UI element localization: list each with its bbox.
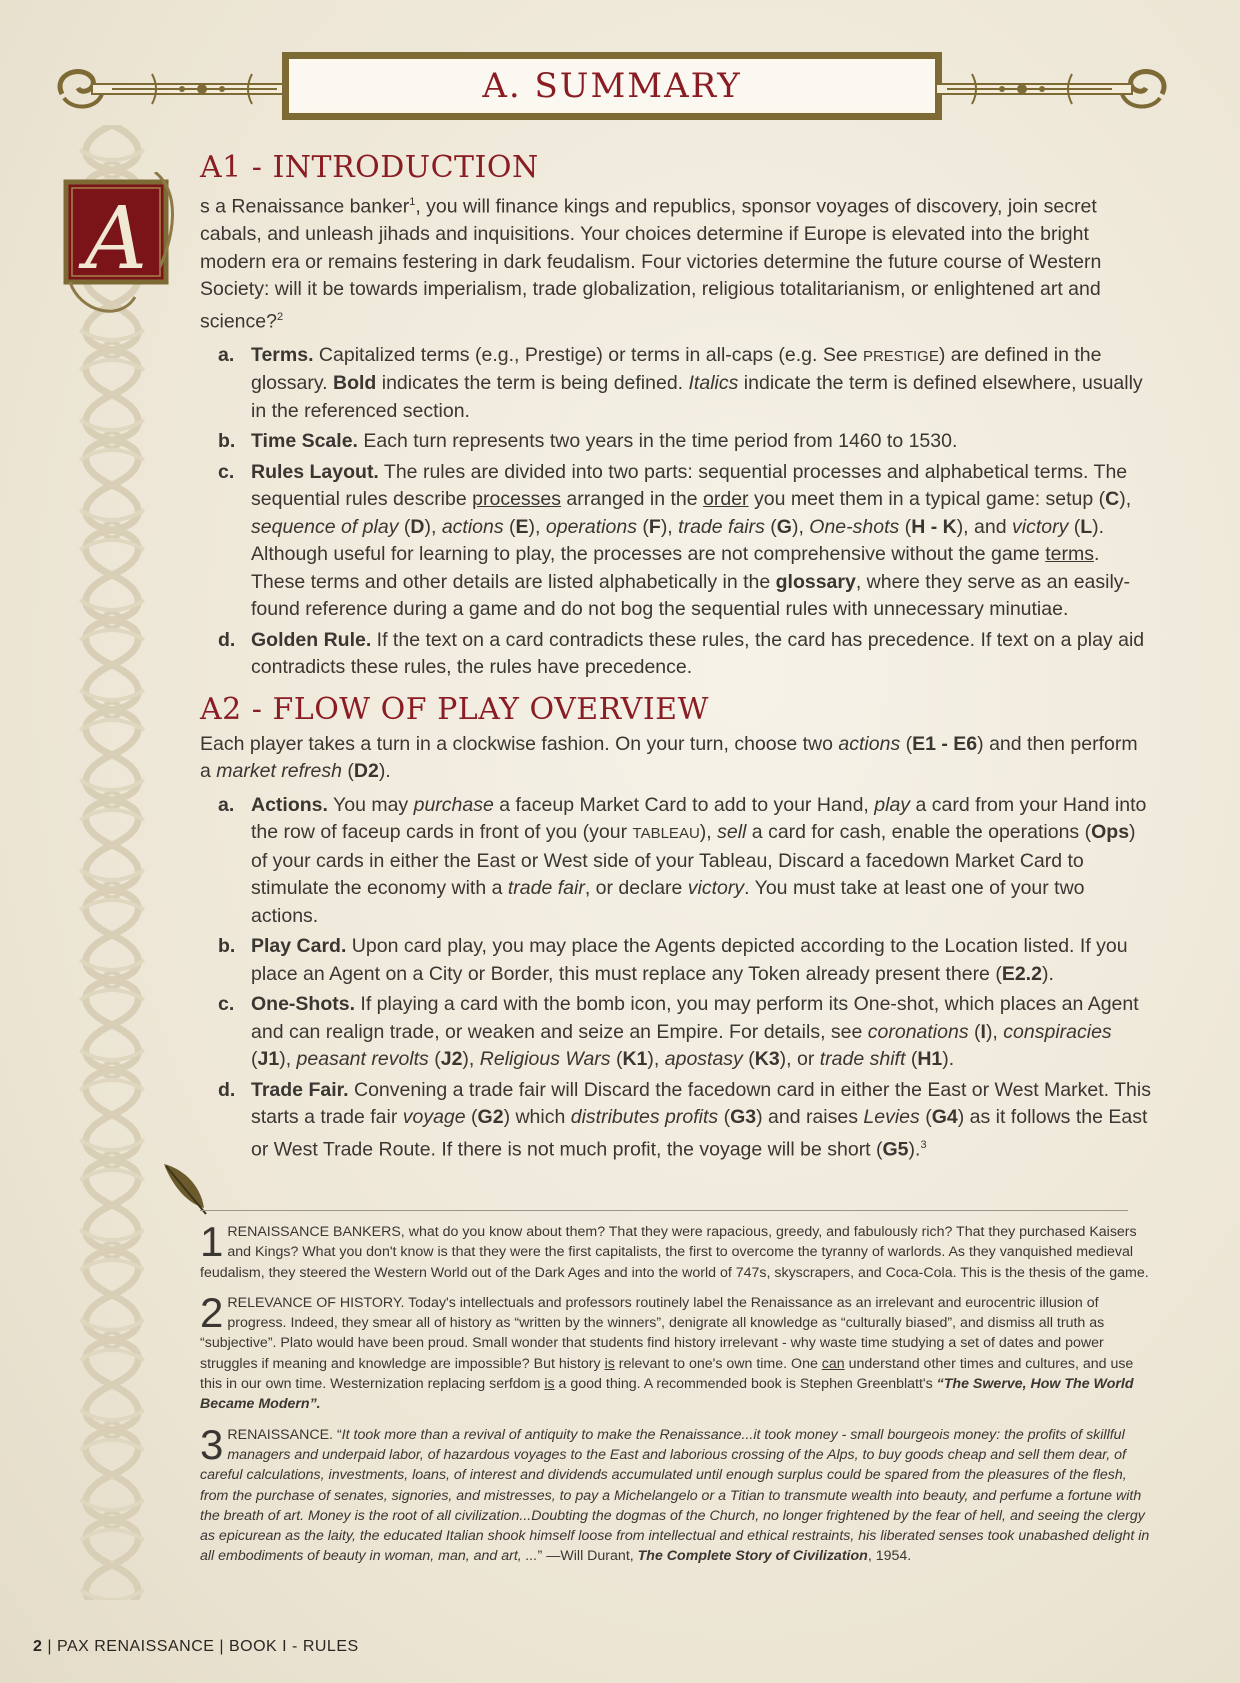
svg-text:A: A [84,189,148,289]
list-item-rules-layout: c. Rules Layout. The rules are divided into two parts: sequential processes and alphabetical terms. The sequential rules describe processes arranged in the order you meet them in a typical game: setup (C), sequence of play (D), actions (E), operations (F), trade fairs (G), One-shots (H - K), and victory (L). Although useful for learning to play, the processes are not comprehensive without the game terms. These terms and other details are listed alphabetically in the glossary, where they serve as an easily-found reference during a game and do not bog the sequential rules with unnecessary minutiae. [218,460,1132,620]
scroll-ornament-right [936,64,1172,112]
drop-cap [60,172,180,322]
section-heading-flow-of-play: A2 - FLOW OF PLAY OVERVIEW [200,691,709,727]
title-frame [282,52,942,120]
list-item-terms: a. Terms. Capitalized terms (e.g., Prestige) or terms in all-caps (e.g. See PRESTIGE) are defined in the glossary. Bold indicates the term is being defined. Italics indicate the term is defined elsewhere, usually in the referenced section. [218,343,1143,422]
page-footer [33,1638,359,1656]
footnote-divider [200,1210,1128,1211]
list-item-play-card: b. Play Card. Upon card play, you may place the Agents depicted according to the Location listed. If you place an Agent on a City or Border, this must replace any Token already present there (E2.2). [218,935,1128,985]
intro-paragraph: s a Renaissance banker$^1$, you will finance kings and republics, sponsor voyages of discovery, join secret cabals, and unleash jihads and inquisitions. Your choices determine if Europe is elevated into the bright modern era or remains festering in dark feudalism. Four victories determine the future course of Western Society: will it be towards imperialism, trade globalization, religious totalitarianism, or enlightened art and science?$^2$ [200,195,1102,332]
left-border-ornament [62,125,162,1600]
list-item-actions: a. Actions. You may purchase a faceup Market Card to add to your Hand, play a card from your Hand into the row of faceup cards in front of you (your TABLEAU), sell a card for cash, enable the operations (Ops) of your cards in either the East or West side of your Tableau, Discard a facedown Market Card to stimulate the economy with a trade fair, or declare victory. You must take at least one of your two actions. [218,793,1147,927]
footnotes [200,1218,1152,1577]
scroll-ornament-left [52,64,288,112]
quill-feather-icon [160,1160,210,1216]
section-heading-introduction: A1 - INTRODUCTION [200,150,539,185]
flow-paragraph: Each player takes a turn in a clockwise fashion. On your turn, choose two actions (E1 - E6) and then perform a market refresh (D2). [200,732,1138,782]
footnote-2: 2 RELEVANCE OF HISTORY. Today's intellectuals and professors routinely label the Renaissance as an irrelevant and eurocentric illusion of progress. Indeed, they smear all of history as “written by the winners”, denigrate all knowledge as “culturally biased”, and dismiss all truth as “subjective”. Plato would have been proud. Small wonder that students find history irrelevant - why waste time studying a set of dates and power struggles if meaning and knowledge are impossible? But history is relevant to one's own time. One can understand other times and cultures, and use this in our own time. Westernization replacing serfdom is a good thing. A recommended book is Stephen Greenblatt's “The Swerve, How The World Became Modern”. [200,1288,1134,1413]
footnote-3: 3 RENAISSANCE. “It took more than a revival of antiquity to make the Renaissance...it took money - small bourgeois money: the profits of skillful managers and underpaid labor, of hazardous voyages to the East and laborious crossing of the Alps, to buy goods cheap and sell them dear, of careful calculations, investments, loans, of interest and dividends accumulated until enough surplus could be spared from the pleasures of the flesh, from the purchase of senates, signories, and mistresses, to pay a Michelangelo or a Titian to transmute wealth into beauty, and perfume a fortune with the breath of art. Money is the root of all civilization...Doubting the dogmas of the Church, no longer frightened by the fear of hell, and seeing the clergy as epicurean as the laity, the educated Italian shook himself loose from intellectual and ethical restraints, his liberated senses took unabashed delight in all embodiments of beauty in woman, man, and art, ...” —Will Durant, The Complete Story of Civilization, 1954. [200,1420,1150,1565]
page-header [52,50,1172,128]
list-item-trade-fair: d. Trade Fair. Convening a trade fair will Discard the facedown card in either the East or West Market. This starts a trade fair voyage (G2) which distributes profits (G3) and raises Levies (G4) as it follows the East or West Trade Route. If there is not much profit, the voyage will be short (G5).$^3$ [218,1078,1151,1160]
footnote-1: 1 RENAISSANCE BANKERS, what do you know about them? That they were rapacious, greedy, and fabulously rich? That they purchased Kaisers and Kings? What you don't know is that they were the first capitalists, the first to overcome the tyranny of warlords. As they vanquished medieval feudalism, they steered the Western World out of the Dark Ages and into the world of 747s, skyscrapers, and Coca-Cola. This is the thesis of the game. [200,1218,1149,1281]
intro-list [200,342,1152,682]
flow-list [200,792,1152,1164]
list-item-golden-rule: d. Golden Rule. If the text on a card contradicts these rules, the card has precedence. If text on a play aid contradicts these rules, the rules have precedence. [218,628,1145,678]
list-item-one-shots: c. One-Shots. If playing a card with the bomb icon, you may perform its One-shot, which places an Agent and can realign trade, or weaken and seize an Empire. For details, see coronations (I), conspiracies (J1), peasant revolts (J2), Religious Wars (K1), apostasy (K3), or trade shift (H1). [218,993,1139,1070]
list-item-time-scale: b. Time Scale. Each turn represents two years in the time period from 1460 to 1530. [218,430,958,452]
footer-text: | PAX RENAISSANCE | BOOK I - RULES [42,1638,359,1655]
main-content [200,150,1152,1167]
page-number: 2 [33,1638,43,1655]
page-title: A. SUMMARY [482,66,742,106]
